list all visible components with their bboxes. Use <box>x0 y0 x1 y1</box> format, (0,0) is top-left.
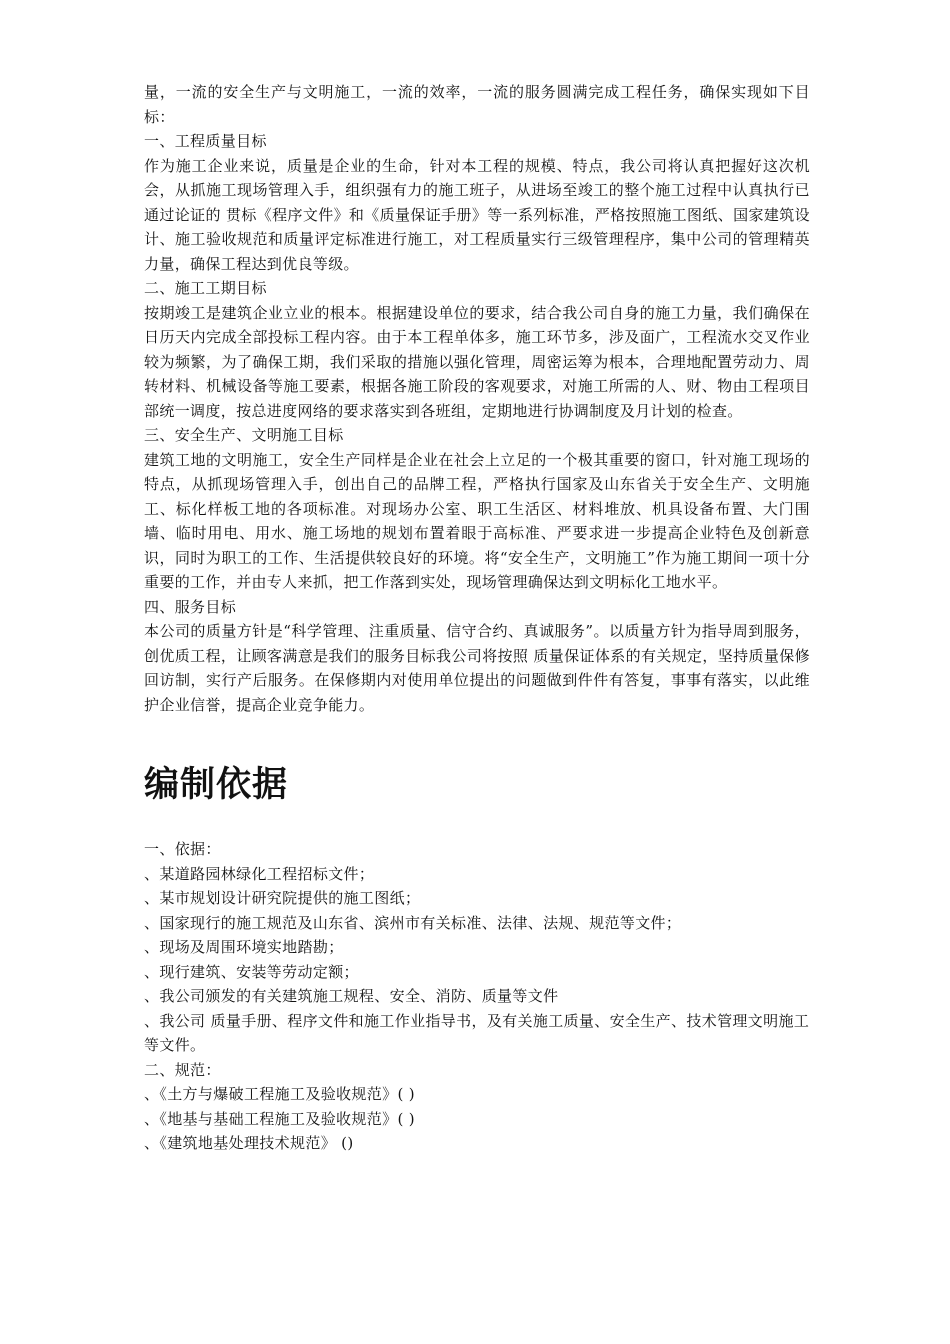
basis-title: 编制依据 <box>144 765 289 805</box>
standard-item: 、《建筑地基处理技术规范》 () <box>144 1134 354 1152</box>
standard-item: 、《地基与基础工程施工及验收规范》( ) <box>144 1109 415 1128</box>
basis-part1-heading: 一、依据： <box>144 840 221 858</box>
basis-part2-heading: 二、规范： <box>144 1060 221 1079</box>
basis-item: 、现行建筑、安装等劳动定额； <box>144 962 359 981</box>
section-body-schedule: 按期竣工是建筑企业立业的根本。根据建设单位的要求，结合我公司自身的施工力量，我们确保在 日历天内完成全部投标工程内容。由于本工程单体多，施工环节多，涉及面广，工程流水交叉作业较为频繁，为了确保工期，我们采取的措施以强化管理，周密运筹为根本，合理地配置劳动力、周转材料、机械设备等施工要素，根据各施工阶段的客观要求，对施工所需的人、财、物由工程项目部统一调度，按总进度网络的要求落实到各班组，定期地进行协调制度及月计划的检查。 <box>144 303 810 420</box>
basis-item: 、国家现行的施工规范及山东省、滨州市有关标准、法律、法规、规范等文件； <box>144 913 682 932</box>
section-heading-quality: 一、工程质量目标 <box>144 132 267 150</box>
basis-item: 、我公司 质量手册、程序文件和施工作业指导书，及有关施工质量、安全生产、技术管理文明施工等文件。 <box>144 1011 810 1054</box>
basis-item: 、某市规划设计研究院提供的施工图纸； <box>144 889 421 907</box>
basis-item: 、某道路园林绿化工程招标文件； <box>144 864 375 883</box>
intro-paragraph: 量，一流的安全生产与文明施工，一流的效率，一流的服务圆满完成工程任务，确保实现如下目标： <box>144 83 810 126</box>
basis-item: 、我公司颁发的有关建筑施工规程、安全、消防、质量等文件 <box>144 987 559 1005</box>
section-heading-schedule: 二、施工工期目标 <box>144 279 267 297</box>
section-heading-safety: 三、安全生产、文明施工目标 <box>144 426 344 444</box>
section-body-safety: 建筑工地的文明施工，安全生产同样是企业在社会上立足的一个极其重要的窗口，针对施工现场的特点，从抓现场管理入手，创出自己的品牌工程，严格执行国家及山东省关于安全生产、文明施工、标化样板工地的各项标准。对现场办公室、职工生活区、材料堆放、机具设备布置、大门围墙、临时用电、用水、施工场地的规划布置着眼于高标准、严要求进一步提高企业特色及创新意识，同时为职工的工作、生活提供较良好的环境。将“安全生产，文明施工”作为施工期间一项十分重要的工作，并由专人来抓，把工作落到实处，现场管理确保达到文明标化工地水平。 <box>144 450 810 591</box>
section-body-quality: 作为施工企业来说，质量是企业的生命，针对本工程的规模、特点，我公司将认真把握好这次机会，从抓施工现场管理入手，组织强有力的施工班子，从进场至竣工的整个施工过程中认真执行已通过论证的 贯标《程序文件》和《质量保证手册》等一系列标准，严格按照施工图纸、国家建筑设计、施工验收规范和质量评定标准进行施工，对工程质量实行三级管理程序，集中公司的管理精英力量，确保工程达到优良等级。 <box>144 156 810 273</box>
section-body-service: 本公司的质量方针是“科学管理、注重质量、信守合约、真诚服务”。以质量方针为指导周到服务，创优质工程，让顾客满意是我们的服务目标我公司将按照 质量保证体系的有关规定，坚持质量保修回访制，实行产后服务。在保修期内对使用单位提出的问题做到件件有答复，事事有落实，以此维护企业信誉，提高企业竞争能力。 <box>144 622 810 714</box>
standard-item: 、《土方与爆破工程施工及验收规范》( ) <box>144 1085 415 1103</box>
document-page <box>144 80 810 1156</box>
section-heading-service: 四、服务目标 <box>144 597 237 616</box>
basis-item: 、现场及周围环境实地踏勘； <box>144 938 344 956</box>
